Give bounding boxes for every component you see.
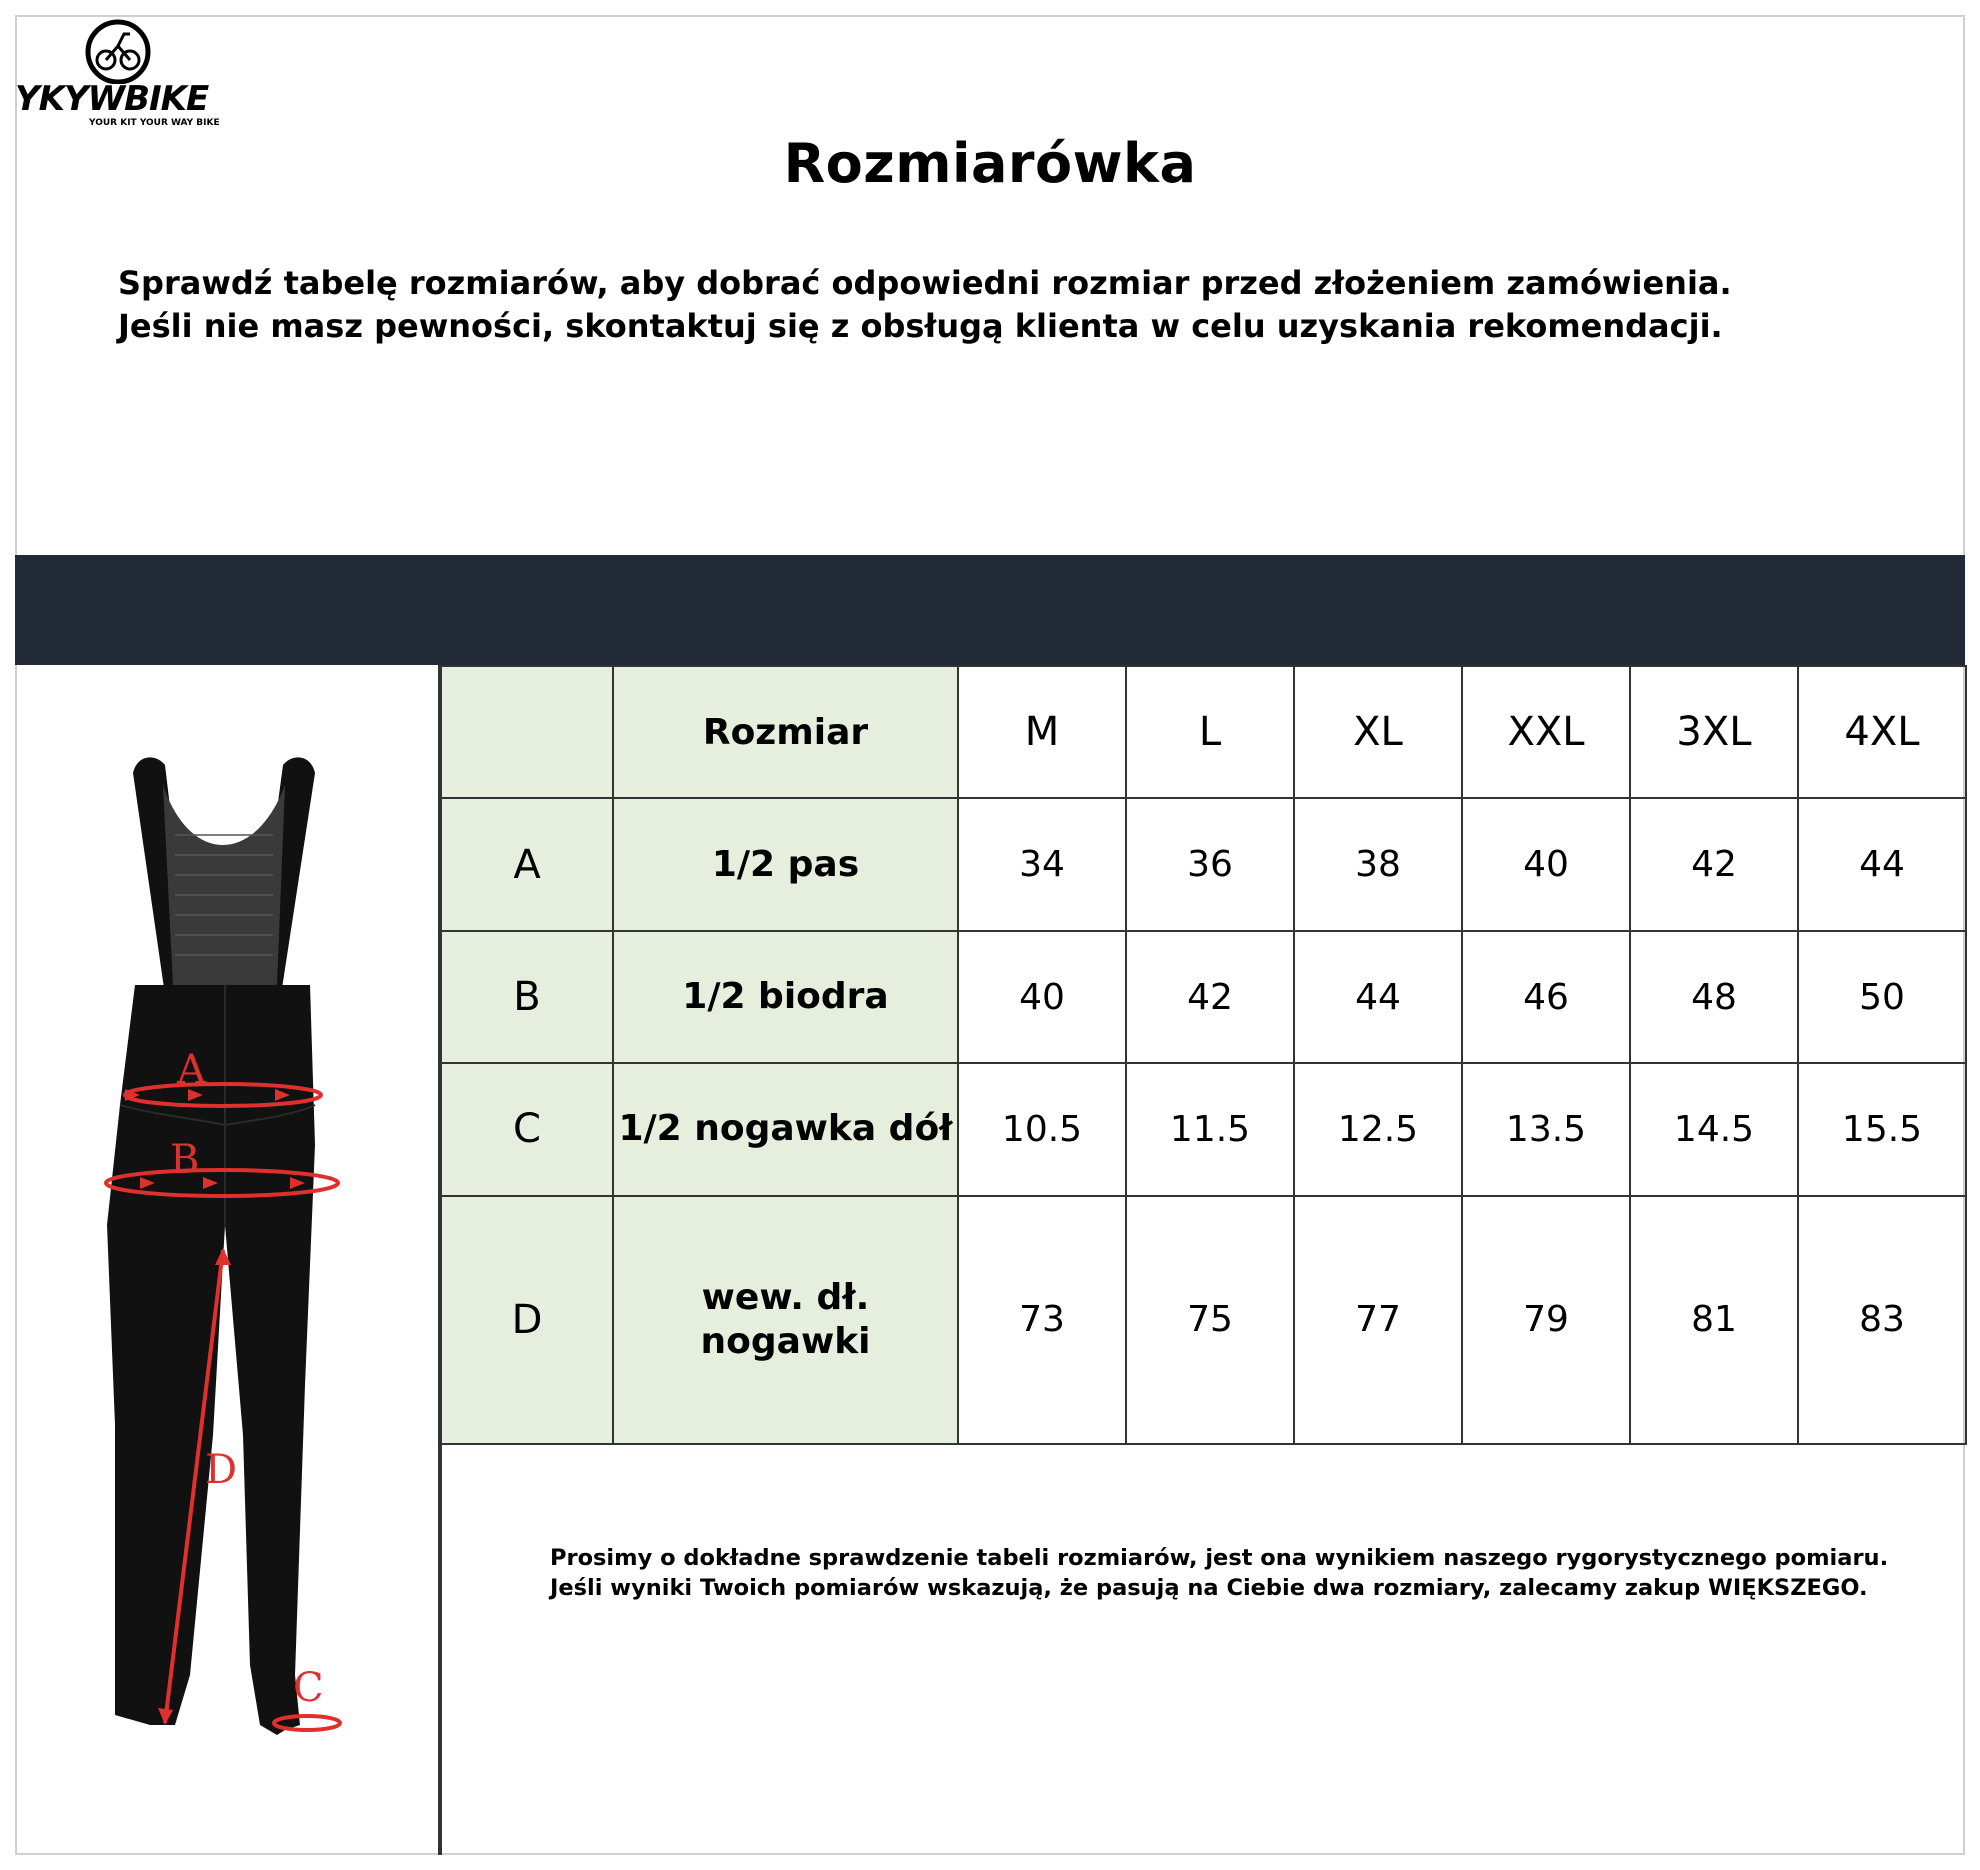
marker-c: C xyxy=(293,1665,324,1711)
garment-figure-panel xyxy=(15,665,440,1855)
intro-line-2: Jeśli nie masz pewności, skontaktuj się z obsługą klienta w celu uzyskania rekomendacji. xyxy=(118,307,1723,345)
measure-code: B xyxy=(441,931,613,1063)
measure-value: 83 xyxy=(1798,1196,1966,1444)
header-empty-cell xyxy=(441,666,613,798)
measure-label: 1/2 biodra xyxy=(613,931,958,1063)
table-header-row xyxy=(441,666,1966,798)
measure-value: 13.5 xyxy=(1462,1063,1630,1195)
measure-value: 40 xyxy=(958,931,1126,1063)
note-line-1: Prosimy o dokładne sprawdzenie tabeli rozmiarów, jest ona wynikiem naszego rygorystycznego pomiaru. xyxy=(550,1545,1889,1571)
table-row xyxy=(441,931,1966,1063)
measure-code: A xyxy=(441,798,613,930)
measure-value: 11.5 xyxy=(1126,1063,1294,1195)
size-header: XL xyxy=(1294,666,1462,798)
measure-value: 81 xyxy=(1630,1196,1798,1444)
measure-value: 34 xyxy=(958,798,1126,930)
measure-value: 12.5 xyxy=(1294,1063,1462,1195)
measure-value: 50 xyxy=(1798,931,1966,1063)
measure-value: 38 xyxy=(1294,798,1462,930)
size-header: 4XL xyxy=(1798,666,1966,798)
measure-value: 75 xyxy=(1126,1196,1294,1444)
table-row xyxy=(441,798,1966,930)
measure-value: 14.5 xyxy=(1630,1063,1798,1195)
logo-tagline: YOUR KIT YOUR WAY BIKE xyxy=(89,118,220,128)
header-band xyxy=(15,555,1965,665)
table-row xyxy=(441,1196,1966,1444)
size-note xyxy=(550,1543,1888,1603)
brand-logo xyxy=(15,18,230,130)
intro-text xyxy=(118,262,1918,348)
measure-label-line-2: nogawki xyxy=(700,1320,871,1362)
measure-value: 44 xyxy=(1798,798,1966,930)
measure-label-line-1: wew. dł. xyxy=(701,1276,870,1318)
measure-value: 79 xyxy=(1462,1196,1630,1444)
marker-b: B xyxy=(170,1137,200,1183)
measure-value: 42 xyxy=(1126,931,1294,1063)
size-header: XXL xyxy=(1462,666,1630,798)
measure-label: 1/2 nogawka dół xyxy=(613,1063,958,1195)
cyclist-logo-icon xyxy=(80,18,156,84)
logo-wordmark: YKYWBIKE xyxy=(15,79,209,119)
measure-value: 48 xyxy=(1630,931,1798,1063)
measure-value: 73 xyxy=(958,1196,1126,1444)
marker-a: A xyxy=(177,1047,206,1093)
table-row xyxy=(441,1063,1966,1195)
measure-label: 1/2 pas xyxy=(613,798,958,930)
page-title: Rozmiarówka xyxy=(783,132,1197,195)
intro-line-1: Sprawdź tabelę rozmiarów, aby dobrać odpowiedni rozmiar przed złożeniem zamówienia. xyxy=(118,264,1732,302)
measure-value: 40 xyxy=(1462,798,1630,930)
bib-tights-illustration xyxy=(15,665,440,1855)
size-chart-table xyxy=(440,665,1967,1445)
note-line-2: Jeśli wyniki Twoich pomiarów wskazują, że pasują na Ciebie dwa rozmiary, zalecamy zakup WIĘKSZEGO. xyxy=(550,1575,1868,1601)
measure-value: 10.5 xyxy=(958,1063,1126,1195)
marker-d: D xyxy=(205,1447,238,1493)
measure-value: 77 xyxy=(1294,1196,1462,1444)
note-panel xyxy=(440,1445,1965,1855)
measure-value: 42 xyxy=(1630,798,1798,930)
measure-value: 15.5 xyxy=(1798,1063,1966,1195)
measure-code: C xyxy=(441,1063,613,1195)
measure-value: 36 xyxy=(1126,798,1294,930)
size-header: 3XL xyxy=(1630,666,1798,798)
size-header: L xyxy=(1126,666,1294,798)
header-size-label: Rozmiar xyxy=(613,666,958,798)
measure-code: D xyxy=(441,1196,613,1444)
measure-value: 46 xyxy=(1462,931,1630,1063)
measure-value: 44 xyxy=(1294,931,1462,1063)
size-header: M xyxy=(958,666,1126,798)
measure-label xyxy=(613,1196,958,1444)
